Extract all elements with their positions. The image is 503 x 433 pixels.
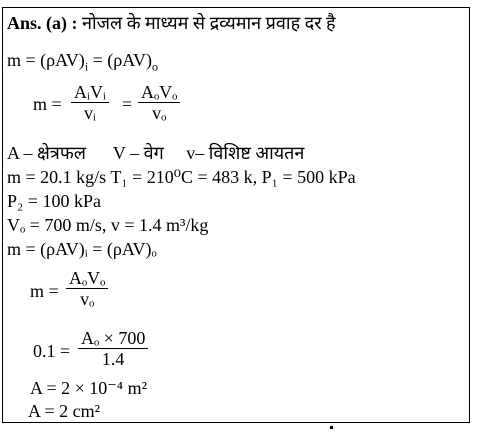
eq1-sub-i: i — [84, 59, 89, 74]
eq2-fraction-inlet — [71, 82, 109, 123]
eq1-lhs: m = (ρAV) — [7, 50, 85, 70]
eq5-lhs: 0.1 = — [33, 341, 71, 361]
eq2-frac1-num: AᵢVᵢ — [74, 82, 106, 102]
stray-mark — [330, 426, 333, 429]
eq2-frac1-den: vᵢ — [83, 103, 96, 123]
equation-mass-flow — [7, 49, 158, 78]
eq4-num: AₒVₒ — [69, 268, 106, 288]
eq4-fraction — [66, 268, 108, 309]
given-values-1: m = 20.1 kg/s T₁ = 210⁰C = 483 k, P₁ = 500 kPa — [7, 167, 356, 187]
eq2-fraction-outlet — [138, 82, 180, 123]
eq2-equals: = — [122, 94, 133, 114]
eq2-frac2-den: vₒ — [152, 103, 167, 123]
result-area-m2: A = 2 × 10⁻⁴ m² — [30, 378, 147, 398]
eq5-num: Aₒ × 700 — [81, 328, 146, 348]
eq5-fraction — [78, 328, 148, 369]
eq2-frac2-num: AₒVₒ — [141, 82, 178, 102]
eq2-lhs: m = — [33, 94, 62, 114]
symbol-legend: A – क्षेत्रफल V – वेग v– विशिष्ट आयतन — [7, 143, 305, 163]
eq1-sub-o: o — [151, 59, 158, 74]
given-values-2: P₂ = 100 kPa — [7, 191, 101, 211]
eq5-den: 1.4 — [101, 349, 125, 369]
answer-label: Ans. (a) : — [7, 13, 78, 33]
eq4-lhs: m = — [30, 281, 59, 301]
answer-intro: नोजल के माध्यम से द्रव्यमान प्रवाह दर है — [82, 13, 336, 33]
eq1-mid: = (ρAV) — [88, 50, 152, 70]
answer-heading — [7, 12, 336, 34]
eq4-den: vₒ — [80, 289, 95, 309]
result-area-cm2: A = 2 cm² — [28, 401, 101, 421]
given-values-3: Vₒ = 700 m/s, v = 1.4 m³/kg — [7, 215, 209, 235]
equation-continuity: m = (ρAV)ᵢ = (ρAV)ₒ — [7, 239, 157, 259]
